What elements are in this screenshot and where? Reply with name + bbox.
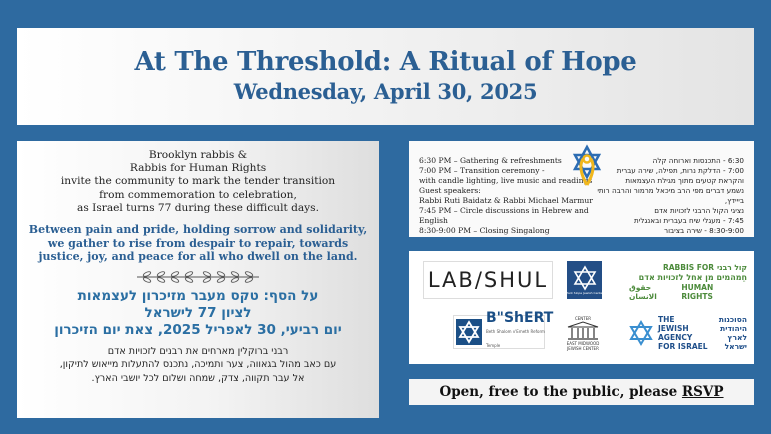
em-top-label: CENTER [574, 315, 592, 321]
hebrew-body [17, 345, 379, 386]
intro-line: as Israel turns 77 during these difficult days. [77, 201, 319, 214]
intro-line: invite the community to mark the tender transition [60, 175, 336, 188]
hebrew-body-line: אל עבר תקווה, צדק, שמחה ושלום לכל יושבי הארץ. [91, 372, 305, 384]
schedule-item-hebrew: נשמע דברים מפי הרב מיכאל מרמור והרבה רותי בייידץ, [597, 186, 744, 205]
jewish-agency-logo [629, 315, 747, 351]
intro-line: Rabbis for Human Rights [129, 162, 267, 175]
schedule-item-hebrew: 8:30-9:00 - שירה בציבור [664, 226, 744, 235]
schedule-hebrew [594, 156, 744, 236]
bshert-wordmark: B"ShERT [486, 310, 554, 326]
jafi-english-1: THE [658, 315, 675, 324]
schedule-item: 7:00 PM – Transition ceremony - [419, 166, 545, 175]
rsvp-text: Open, free to the public, please [439, 384, 682, 400]
rhr-english-top: RABBIS FOR [662, 263, 715, 272]
schedule-item: Guest speakers: [419, 186, 481, 195]
jafi-hebrew: הסוכנות היהודית לארץ ישראל [718, 315, 747, 351]
title-banner [17, 28, 754, 125]
schedule-item: Rabbi Ruti Baidatz & Rabbi Michael Marmur [419, 196, 593, 205]
rhr-arabic-line: حقوق الانسان [629, 283, 657, 301]
schedule-item: 6:30 PM – Gathering & refreshments [419, 156, 562, 165]
hebrew-title-line: יום רביעי, 30 לאפריל 2025, צאת יום הזיכרון [54, 321, 342, 338]
intro-line: from commemoration to celebration, [99, 188, 297, 201]
intro-line: Brooklyn rabbis & [148, 149, 248, 161]
schedule-item: 7:45 PM – Circle discussions in Hebrew and English [419, 206, 589, 225]
schedule-item-hebrew: 7:00 - הדלקת נרות, תפילה, שירה עברית [616, 166, 744, 175]
schedule-item-hebrew: והקראת קטעים מתוך מגילת העצמאות [625, 176, 744, 185]
hebrew-title [17, 288, 379, 339]
bshert-subtitle: Beth Shalom v'Emeth Reform Temple [486, 329, 545, 348]
rhr-english-bottom: HUMAN RIGHTS [681, 283, 714, 301]
star-of-david-icon [629, 320, 653, 346]
schedule-panel [409, 141, 754, 237]
jafi-english-2: JEWISH AGENCY [658, 324, 693, 342]
schedule-item: 8:30-9:00 PM – Closing Singalong [419, 226, 550, 235]
schedule-item: with candle lighting, live music and readings [419, 176, 593, 185]
park-slope-caption: Park Slope Jewish Center [565, 291, 604, 295]
mission-statement [17, 223, 379, 264]
park-slope-jewish-center-logo [567, 261, 602, 299]
event-date: Wednesday, April 30, 2025 [233, 79, 538, 104]
star-of-david-icon [565, 265, 604, 295]
mission-line: we gather to rise from despair to repair, towards [47, 236, 349, 250]
rsvp-link[interactable]: RSVP [681, 384, 724, 400]
sponsor-logos-panel [409, 251, 754, 364]
rabbis-for-human-rights-logo [629, 263, 747, 301]
schedule-item-hebrew: נציגי הקול הרבני לזכויות אדם [654, 206, 744, 215]
star-of-david-icon [456, 319, 482, 345]
rhr-hebrew-line: חֵמהמים מן אחל לזכויות אדם [638, 273, 747, 282]
mission-line: justice, joy, and peace for all who dwell on the land. [38, 250, 358, 264]
building-columns-icon [566, 321, 600, 341]
rsvp-banner [409, 379, 754, 405]
labshul-logo: LAB/SHUL [423, 261, 553, 299]
schedule-item-hebrew: 6:30 - התכנסות וארוחה קלה [652, 156, 744, 165]
invitation-panel [17, 141, 379, 418]
event-title: At The Threshold: A Ritual of Hope [134, 47, 637, 77]
hebrew-title-line: לציון 77 לישראל [144, 304, 252, 321]
east-midwood-jewish-center-logo [559, 314, 607, 352]
olive-branch-divider-icon [133, 270, 263, 284]
mission-line: Between pain and pride, holding sorrow and solidarity, [28, 223, 368, 237]
invitation-intro [17, 149, 379, 215]
hebrew-body-line: רבני ברוקלין מארחים את רבנים לזכויות אדם [107, 345, 289, 357]
jafi-english-3: FOR ISRAEL [658, 342, 708, 351]
hebrew-title-line: על הסף: טקס מעבר מזיכרון לעצמאות [77, 287, 319, 304]
hebrew-body-line: עם כאב מהול בגאווה, צער ותמיכה, נתכנס להתעלות מייאוש לתיקון, [59, 359, 337, 371]
bshert-logo [453, 310, 554, 349]
em-bottom-label: EAST MIDWOOD JEWISH CENTER [566, 340, 600, 351]
rhr-hebrew-top: קול רבני [717, 263, 747, 272]
schedule-item-hebrew: 7:45 - מעגלי שיח בעברית ובאנגלית [634, 216, 744, 225]
